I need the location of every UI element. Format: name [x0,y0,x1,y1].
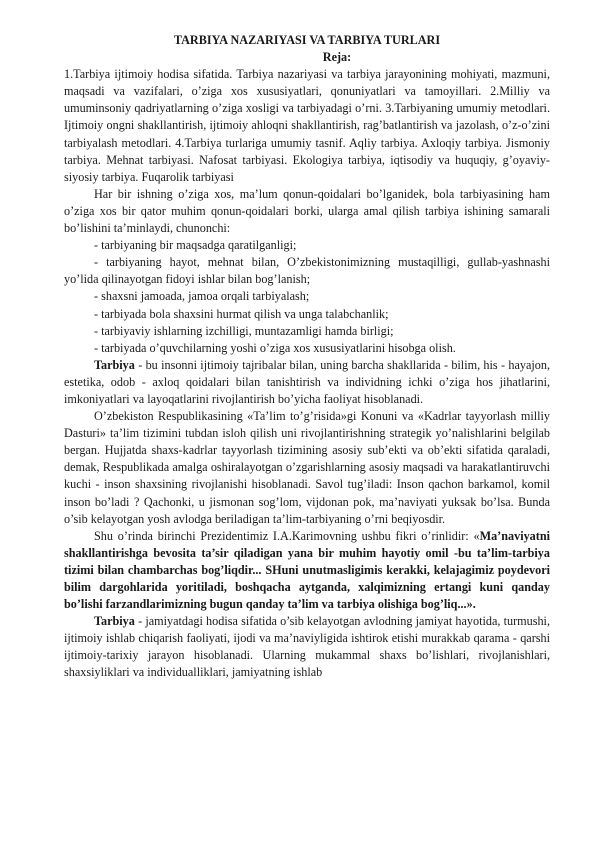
plan-paragraph: 1.Tarbiya ijtimoiy hodisa sifatida. Tarbiya nazariyasi va tarbiya jarayonining mohiyati, mazmuni, maqsadi va vazifalari, o’ziga xos xususiyatlari, qonuniyatlari va tamoyillari. 2.Milliy va umuminsoniy qadriyatlarning o’ziga xosligi va tarbiyadagi o’rni. 3.Tarbiyaning umumiy metodlari. Ijtimoiy ongni shakllantirish, ijtimoiy ahloqni shakllantirish, rag’batlantirish va jazolash, o’z-o’zini tarbiyalash metodlari. 4.Tarbiya turlariga umumiy tasnif. Aqliy tarbiya. Axloqiy tarbiya. Jismoniy tarbiya. Mehnat tarbiyasi. Nafosat tarbiyasi. Ekologiya tarbiya, iqtisodiy va huquqiy, g’oyaviy-siyosiy tarbiya. Fuqarolik tarbiyasi [64,67,550,184]
plan-heading: Reja: [322,50,352,65]
definition-text: - bu insonni ijtimoiy tajribalar bilan, uning barcha shakllarida - bilim, his - hayajon, estetika, odob - axloq qoidalari bilan tanishtirish va individning ichki o’ziga hos jihatlarini, imkoniyatlari va layoqatlarini rivojlantirish bo’yicha faoliyat hisoblanadi. [64,357,550,406]
list-item: - shaxsni jamoada, jamoa orqali tarbiyalash; [94,289,310,304]
quote-lead: Shu o’rinda birinchi Prezidentimiz I.A.Karimovning ushbu fikri o’rinlidir: « [94,528,480,543]
quote-paragraph [64,528,550,613]
list-item: - tarbiyaning hayot, mehnat bilan, O’zbekistonimizning mustaqilligi, gullab-yashnashi yo’lida qilinayotgan fidoyi ishlar bilan bog’lanish; [64,255,550,287]
law-paragraph: O’zbekiston Respublikasining «Ta’lim to’g’risida»gi Konuni va «Kadrlar tayyorlash milliy Dasturi» ta’lim tizimini tubdan isloh qilish uni rivojlantirishning strategik yo’nalishlarini belgilab bergan. Hujjatda shaxs-kadrlar tayyorlash tizimining asosiy sub’ekti va ob’ekti sifatida qaraladi, demak, Respublikada amalga oshiralayotgan o’zgarishlarning asosiy maqsadi va harakatlantiruvchi kuchi - inson shaxsining rivojlanishi hisoblanadi. Savol tug’iladi: Inson qachon barkamol, komil inson bo’ladi ? Qachonki, u jismonan sog’lom, vijdonan pok, ma’naviyati yuksak bo’lsa. Bunda o’sib kelayotgan yosh avlodga beriladigan ta’lim-tarbiyaning o’rni beqiyosdir. [64,409,550,526]
definition-term-2: Tarbiya [94,614,135,629]
definition-paragraph [64,357,550,408]
definition-text-2: - jamiyatdagi hodisa sifatida o’sib kelayotgan avlodning jamiyat hayotida, turmushi, ijtimoiy ishlab chiqarish faoliyati, ijodi va ma’naviyligida ishtirok etishi murakkab qarama - qarshi ijtimoiy-tarixiy jarayon hisoblanadi. Ularning mukammal shaxs bo’lishlari, rivojlanishlari, shaxsiyliklari va individualliklari, jamiyatning ishlab [64,614,550,680]
list-item: - tarbiyaviy ishlarning izchilligi, muntazamligi hamda birligi; [94,323,394,338]
list-item: - tarbiyaning bir maqsadga qaratilganligi; [94,238,297,253]
document-title: TARBIYA NAZARIYASI VA TARBIYA TURLARI [173,33,441,47]
definition-term: Tarbiya [94,357,135,372]
list-item: - tarbiyada bola shaxsini hurmat qilish va unga talabchanlik; [94,306,389,321]
list-item: - tarbiyada o’quvchilarning yoshi o’ziga xos xususiyatlarini hisobga olish. [94,340,456,355]
quote-text: Ma’naviyatni shakllantirishga bevosita ta’sir qiladigan yana bir muhim hayotiy omil -bu ta’lim-tarbiya tizimi bilan chambarchas bog’liqdir... SHuni unutmasligimis kerakki, kelajagimiz poydevori bilim dargohlarida yoritiladi, boshqacha aytganda, xalqimizning ertangi kuni qanday bo’lishi farzandlarimizning bugun qanday ta’lim va tarbiya olishiga bog’liq...». [64,528,550,612]
intro-paragraph: Har bir ishning o’ziga xos, ma’lum qonun-qoidalari bo’lganidek, bola tarbiyasining ham o’ziga xos bir qator muhim qonun-qoidalari borki, ularga amal qilish tarbiya ishining samarali bo’lishini ta’minlaydi, chunonchi: [64,186,550,236]
definition-paragraph-2 [64,613,550,681]
